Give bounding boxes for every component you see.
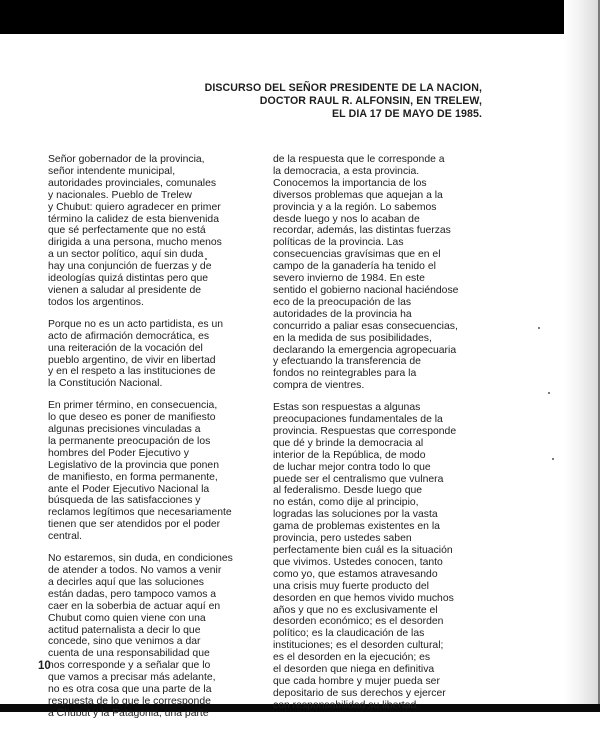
paragraph: de la respuesta que le corresponde a la democracia, a esta provincia. Conocemos la importancia de los diversos problemas que aquejan a la provincia y a la región. Lo sabemos desde luego y nos lo acaban de recordar, además, las distintas fuerzas políticas de la provincia. Las consecuencias gravísimas que en el campo de la ganadería ha tenido el severo invierno de 1984. En este sentido el gobierno nacional haciéndose eco de la preocupación de las autoridades de la provincia ha concurrido a paliar esas consecuencias, en la medida de sus posibilidades, declarando la emergencia agropecuaria y efectuando la transferencia de fondos no reintegrables para la compra de vientres. bbox=[273, 154, 459, 392]
paragraph: Señor gobernador de la provincia, señor intendente municipal, autoridades provinciales, comunales y nacionales. Pueblo de Trelew y Chubut: quiero agradecer en primer término la calidez de esta bienvenida que sé perfectamente que no está dirigida a una persona, mucho menos a un sector político, aquí sin duda hay una conjunción de fuerzas y de ideologías quizá distintas pero que vienen a saludar al presidente de todos los argentinos. bbox=[48, 154, 222, 308]
scan-speck bbox=[538, 327, 540, 329]
scan-border-top bbox=[0, 0, 600, 34]
paragraph: No estaremos, sin duda, en condiciones de atender a todos. No vamos a venir a decirles aquí que las soluciones están dadas, pero tampoco vamos a caer en la soberbia de actuar aquí en Chubut como quien viene con una actitud paternalista a decir lo que concede, sino que venimos a dar cuenta de una responsabilidad que nos corresponde y a señalar que lo que vamos a precisar más adelante, no es otra cosa que una parte de la respuesta de lo que le corresponde a Chubut y la Patagonia, una parte bbox=[48, 553, 233, 719]
paragraph: En primer término, en consecuencia, lo que deseo es poner de manifiesto algunas precisiones vinculadas a la permanente preocupación de los hombres del Poder Ejecutivo y Legislativo de la provincia que ponen de manifiesto, en forma permanente, ante el Poder Ejecutivo Nacional la búsqueda de las satisfacciones y reclamos legítimos que necesariamente tienen que ser atendidos por el poder central. bbox=[48, 400, 232, 543]
paragraph: Estas son respuestas a algunas preocupaciones fundamentales de la provincia. Respuestas que corresponde que dé y brinde la democracia al interior de la República, de modo de luchar mejor contra todo lo que puede ser el centralismo que vulnera al federalismo. Desde luego que no están, como dije al principio, logradas las soluciones por la vasta gama de problemas existentes en la provincia, pero ustedes saben perfectamente bien cuál es la situación que vivimos. Ustedes conocen, tanto como yo, que estamos atravesando una crisis muy fuerte producto del desorden en que hemos vivido muchos años y que no es exclusivamente el desorden económico; es el desorden político; es la claudicación de las instituciones; es el desorden cultural; es el desorden en la ejecución; es el desorden que niega en definitiva que cada hombre y mujer pueda ser depositario de sus derechos y ejercer con responsabilidad su libertad. bbox=[273, 402, 457, 711]
scan-speck bbox=[548, 392, 550, 394]
heading-line-1: DISCURSO DEL SEÑOR PRESIDENTE DE LA NACION, bbox=[204, 82, 482, 94]
page-number: 10 bbox=[38, 660, 51, 672]
scan-border-right bbox=[564, 0, 600, 712]
scan-speck bbox=[205, 258, 207, 260]
heading-line-2: DOCTOR RAUL R. ALFONSIN, EN TRELEW, bbox=[259, 95, 482, 107]
left-column bbox=[48, 154, 261, 730]
heading-line-3: EL DIA 17 DE MAYO DE 1985. bbox=[332, 108, 482, 120]
right-column bbox=[273, 154, 486, 722]
speech-heading bbox=[182, 82, 482, 121]
paragraph: Porque no es un acto partidista, es un acto de afirmación democrática, es una reiteración de la vocación del pueblo argentino, de vivir en libertad y en el respeto a las instituciones de la Constitución Nacional. bbox=[48, 318, 224, 390]
scan-speck bbox=[552, 458, 554, 460]
